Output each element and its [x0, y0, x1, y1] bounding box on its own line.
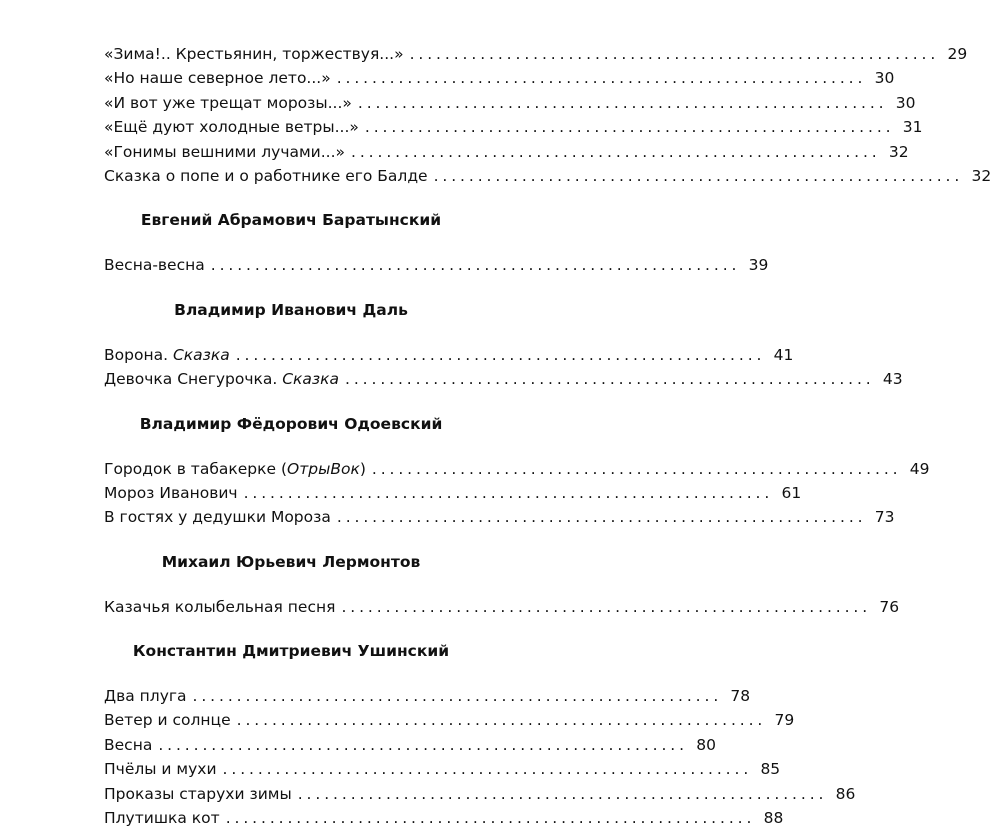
- entry-title-text: Городок в табакерке (: [104, 459, 288, 478]
- toc-entry: [104, 505, 895, 529]
- entry-title: Ветер и солнце: [104, 711, 231, 730]
- entry-title: «Но наше северное лето...»: [104, 69, 331, 88]
- entry-title-text: Ворона.: [104, 345, 173, 364]
- toc-section: [104, 550, 900, 619]
- entry-title: [104, 457, 366, 481]
- entry-title: «Зима!.. Крестьянин, торжествуя...»: [104, 45, 404, 63]
- entry-title: Плутишка кот: [104, 809, 220, 828]
- dot-leader: ............................................................: [336, 69, 867, 88]
- entry-title: Мороз Иванович: [104, 483, 238, 502]
- entry-title: Сказка о попе и о работнике его Балде: [104, 166, 428, 185]
- entry-title: [104, 367, 339, 391]
- page-number: 88: [763, 809, 784, 828]
- author-heading: Евгений Абрамович Баратынский: [140, 211, 442, 230]
- table-of-contents: [104, 42, 991, 830]
- author-heading: Владимир Иванович Даль: [174, 300, 408, 319]
- entry-subtitle: Сказка: [282, 370, 340, 389]
- entry-title-end: ): [359, 459, 366, 478]
- dot-leader: ............................................................: [222, 760, 753, 779]
- page-number: 41: [773, 345, 794, 364]
- page-number: 76: [879, 597, 900, 616]
- toc-entry: [104, 457, 930, 481]
- author-heading: Михаил Юрьевич Лермонтов: [161, 552, 421, 571]
- dot-leader: ............................................................: [235, 345, 766, 364]
- page-number: 32: [888, 142, 909, 161]
- toc-entry: [104, 757, 781, 781]
- dot-leader: ............................................................: [236, 711, 767, 730]
- entry-title: В гостях у дедушки Мороза: [104, 508, 331, 527]
- page-number: 73: [874, 508, 895, 527]
- entry-title: «Гонимы вешними лучами...»: [104, 142, 346, 161]
- toc-entry: [104, 733, 716, 757]
- entry-title: Два плуга: [104, 687, 187, 706]
- entry-title: Весна-весна: [104, 256, 205, 275]
- dot-leader: ............................................................: [210, 256, 741, 275]
- entry-title: Весна: [104, 735, 153, 754]
- page-number: 29: [947, 45, 968, 63]
- page-number: 31: [902, 118, 923, 137]
- dot-leader: ............................................................: [351, 142, 881, 161]
- dot-leader: ............................................................: [243, 483, 774, 502]
- toc-section: [104, 639, 856, 830]
- dot-leader: ............................................................: [357, 93, 888, 112]
- entry-title: [104, 343, 230, 367]
- page-number: 30: [895, 93, 916, 112]
- toc-entry: [104, 343, 794, 367]
- page-number: 43: [882, 370, 903, 389]
- toc-entry: [104, 140, 909, 164]
- dot-leader: ............................................................: [225, 809, 756, 828]
- toc-entry: [104, 253, 769, 277]
- entry-title-text: Девочка Снегурочка.: [104, 370, 283, 389]
- dot-leader: ............................................................: [409, 45, 940, 63]
- dot-leader: ............................................................: [192, 687, 723, 706]
- page-number: 80: [696, 735, 716, 754]
- toc-entry: [104, 66, 895, 90]
- page-number: 61: [781, 483, 802, 502]
- page-number: 32: [971, 166, 991, 185]
- toc-section: [104, 412, 930, 530]
- toc-entry: [104, 782, 856, 806]
- page-number: 79: [774, 711, 795, 730]
- toc-section: [104, 42, 991, 188]
- dot-leader: ............................................................: [371, 459, 902, 478]
- dot-leader: ............................................................: [341, 597, 872, 616]
- toc-entry: [104, 708, 795, 732]
- page-number: 78: [730, 687, 751, 706]
- entry-title: Проказы старухи зимы: [104, 784, 292, 803]
- author-heading: Владимир Фёдорович Одоевский: [139, 414, 443, 433]
- dot-leader: ............................................................: [297, 784, 828, 803]
- dot-leader: ............................................................: [433, 166, 964, 185]
- toc-section: [104, 208, 769, 277]
- entry-title: «И вот уже трещат морозы...»: [104, 93, 352, 112]
- page-number: 49: [909, 459, 930, 478]
- page-number: 39: [748, 256, 769, 275]
- toc-entry: [104, 595, 900, 619]
- dot-leader: ............................................................: [364, 118, 895, 137]
- dot-leader: ............................................................: [345, 370, 875, 389]
- dot-leader: ............................................................: [158, 735, 688, 754]
- toc-entry: [104, 164, 991, 188]
- page-number: 86: [835, 784, 856, 803]
- toc-section: [104, 298, 903, 392]
- toc-entry: [104, 42, 968, 66]
- toc-entry: [104, 806, 784, 830]
- entry-title: «Ещё дуют холодные ветры...»: [104, 118, 359, 137]
- entry-subtitle: ОтрыВок: [287, 459, 360, 478]
- entry-subtitle: Сказка: [172, 345, 230, 364]
- toc-entry: [104, 481, 802, 505]
- entry-title: Казачья колыбельная песня: [104, 597, 336, 616]
- dot-leader: ............................................................: [336, 508, 867, 527]
- author-heading: Константин Дмитриевич Ушинский: [132, 642, 450, 661]
- entry-title: Пчёлы и мухи: [104, 760, 217, 779]
- page-number: 85: [760, 760, 781, 779]
- page-number: 30: [874, 69, 895, 88]
- toc-entry: [104, 367, 903, 391]
- toc-entry: [104, 684, 751, 708]
- toc-entry: [104, 115, 923, 139]
- toc-entry: [104, 91, 916, 115]
